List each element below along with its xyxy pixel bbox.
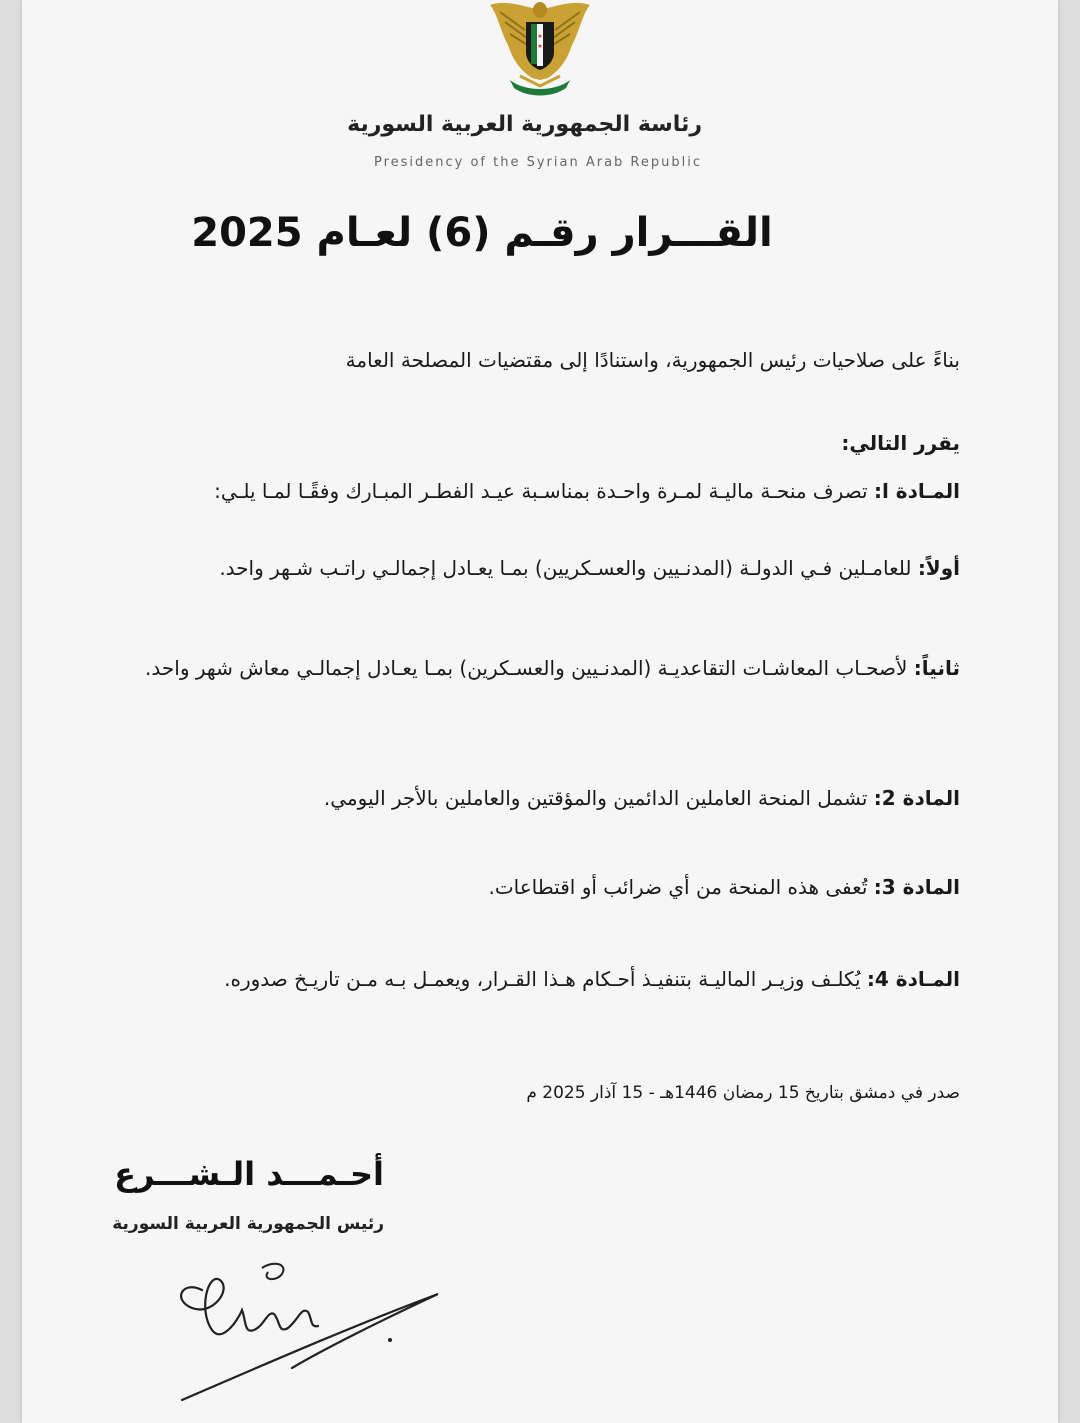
article-1-label: المـادة ا: xyxy=(873,479,960,503)
signatory-name: أحـمـــد الـشـــرع xyxy=(114,1155,384,1193)
preamble: بناءً على صلاحيات رئيس الجمهورية، واستنادًا إلى مقتضيات المصلحة العامة xyxy=(345,348,960,372)
article-2-text: تشمل المنحة العاملين الدائمين والمؤقتين والعاملين بالأجر اليومي. xyxy=(323,786,874,810)
svg-text:★: ★ xyxy=(537,33,543,40)
decree-title: القـــرار رقـم (6) لعـام 2025 xyxy=(191,210,773,256)
clause-second xyxy=(102,647,960,689)
article-4 xyxy=(102,958,960,1000)
clause-first-label: أولاً: xyxy=(917,556,960,580)
clause-second-label: ثانياً: xyxy=(913,656,960,680)
article-2-label: المادة 2: xyxy=(873,786,960,810)
issue-date-line: صدر في دمشق بتاريخ 15 رمضان 1446هـ - 15 آذار 2025 م xyxy=(526,1083,960,1103)
syrian-eagle-emblem-icon xyxy=(480,0,600,100)
article-4-label: المـادة 4: xyxy=(866,967,960,991)
signatory-title: رئيس الجمهورية العربية السورية xyxy=(112,1214,384,1234)
article-2 xyxy=(102,777,960,819)
decree-document xyxy=(22,0,1058,1423)
clause-second-text: لأصحـاب المعاشـات التقاعديـة (المدنـيين والعسـكرين) بمـا يعـادل إجمالـي معاش شهر واحد. xyxy=(145,656,914,680)
article-1-text: تصرف منحـة ماليـة لمـرة واحـدة بمناسـبة عيـد الفطـر المبـارك وفقًـا لمـا يلـي: xyxy=(214,479,874,503)
article-3-label: المادة 3: xyxy=(873,875,960,899)
article-3 xyxy=(102,866,960,908)
handwritten-signature xyxy=(142,1250,442,1410)
article-3-text: تُعفى هذه المنحة من أي ضرائب أو اقتطاعات. xyxy=(488,875,874,899)
clause-first xyxy=(102,547,960,589)
clause-first-text: للعامـلين فـي الدولـة (المدنـيين والعسـكريين) بمـا يعـادل إجمالـي راتـب شـهر واحد. xyxy=(219,556,918,580)
organization-name-english: Presidency of the Syrian Arab Republic xyxy=(373,155,702,170)
article-1 xyxy=(102,470,960,512)
svg-text:★: ★ xyxy=(537,43,543,50)
article-4-text: يُكلـف وزيـر الماليـة بتنفيـذ أحـكام هـذا القـرار، ويعمـل بـه مـن تاريـخ صدوره. xyxy=(224,967,867,991)
organization-name-arabic: رئاسة الجمهورية العربية السورية xyxy=(347,112,702,137)
decides-heading: يقرر التالي: xyxy=(841,431,960,455)
